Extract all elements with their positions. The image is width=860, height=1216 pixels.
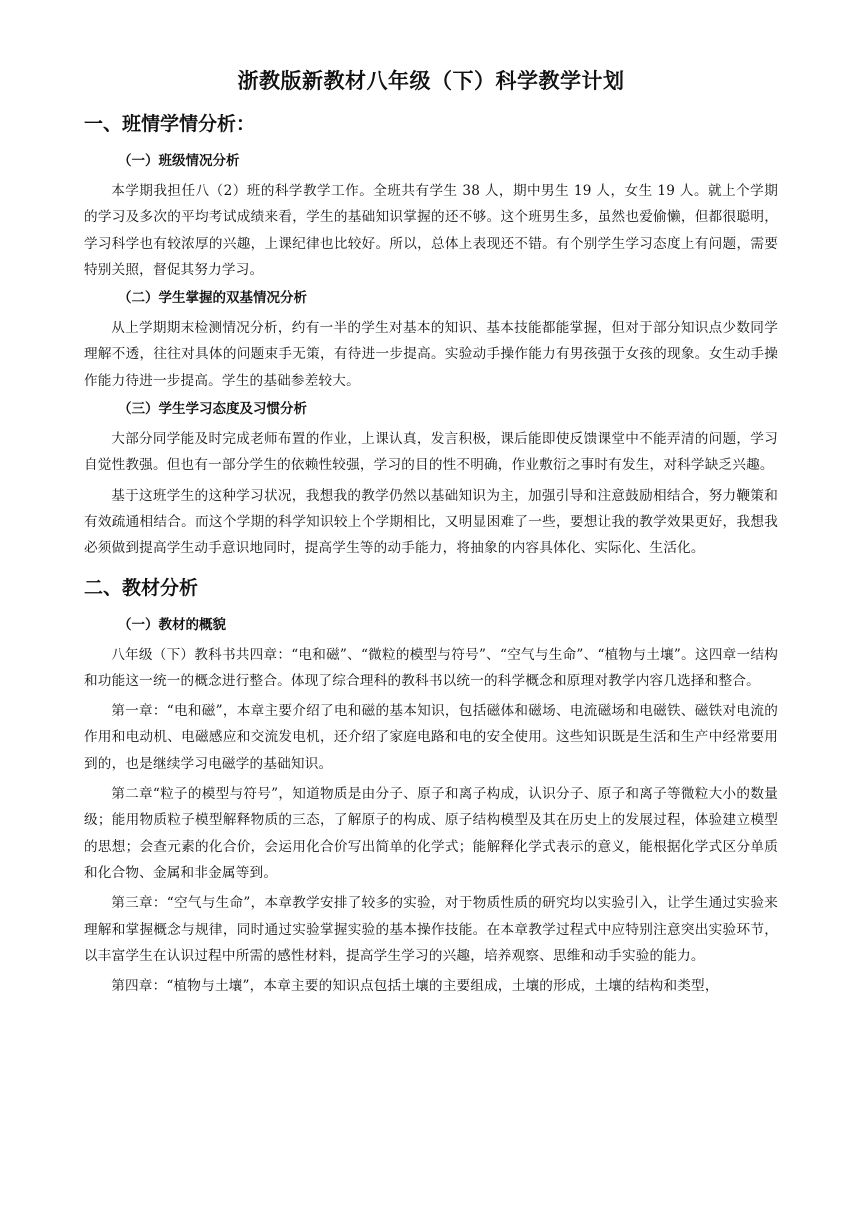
section-heading-1: 一、班情学情分析： xyxy=(84,113,256,135)
subsection-heading-1-3: （三）学生学习态度及习惯分析 xyxy=(118,401,307,418)
paragraph: 基于这班学生的这种学习状况，我想我的教学仍然以基础知识为主，加强引导和注意鼓励相结合，努力鞭策和有效疏通相结合。而这个学期的科学知识较上个学期相比，又明显困难了一些，要想让我的教学效果更好，我想我必须做到提高学生动手意识地同时，提高学生等的动手能力，将抽象的内容具体化、实际化、生活化。 xyxy=(84,487,778,557)
paragraph: 第四章：“植物与土壤”，本章主要的知识点包括土壤的主要组成，土壤的形成，土壤的结构和类型， xyxy=(111,978,719,995)
document-title: 浙教版新教材八年级（下）科学教学计划 xyxy=(237,69,625,93)
paragraph: 第三章：“空气与生命”，本章教学安排了较多的实验，对于物质性质的研究均以实验引入，让学生通过实验来理解和掌握概念与规律，同时通过实验掌握实验的基本操作技能。在本章教学过程式中应特别注意突出实验环节，以丰富学生在认识过程中所需的感性材料，提高学生学习的兴趣，培养观察、思维和动手实验的能力。 xyxy=(84,895,778,964)
paragraph: 八年级（下）教科书共四章：“电和磁”、“微粒的模型与符号”、“空气与生命”、“植物与土壤”。这四章一结构和功能这一统一的概念进行整合。体现了综合理科的教科书以统一的科学概念和原理对教学内容几选择和整合。 xyxy=(84,646,778,689)
section-heading-2: 二、教材分析 xyxy=(84,576,199,599)
subsection-heading-2-1: （一）教材的概貌 xyxy=(118,616,226,633)
document-page xyxy=(84,66,778,1003)
subsection-heading-1-2: （二）学生掌握的双基情况分析 xyxy=(118,290,307,307)
paragraph: 本学期我担任八（2）班的科学教学工作。全班共有学生 38 人，期中男生 19 人，女生 19 人。就上个学期的学习及多次的平均考试成绩来看，学生的基础知识掌握的还不够。这个班男生多，虽然也爱偷懒，但都很聪明，学习科学也有较浓厚的兴趣，上课纪律也比较好。所以，总体上表现还不错。有个别学生学习态度上有问题，需要特别关照，督促其努力学习。 xyxy=(84,183,778,278)
paragraph: 第二章“粒子的模型与符号”，知道物质是由分子、原子和离子构成，认识分子、原子和离子等微粒大小的数量级；能用物质粒子模型解释物质的三态，了解原子的构成、原子结构模型及其在历史上的发展过程，体验建立模型的思想；会查元素的化合价，会运用化合价写出简单的化学式；能解释化学式表示的意义，能根据化学式区分单质和化合物、金属和非金属等到。 xyxy=(84,786,778,881)
paragraph: 从上学期期末检测情况分析，约有一半的学生对基本的知识、基本技能都能掌握，但对于部分知识点少数同学理解不透，往往对具体的问题束手无策，有待进一步提高。实验动手操作能力有男孩强于女孩的现象。女生动手操作能力待进一步提高。学生的基础参差较大。 xyxy=(84,320,778,389)
subsection-heading-1-1: （一）班级情况分析 xyxy=(118,153,240,169)
paragraph: 第一章：“电和磁”，本章主要介绍了电和磁的基本知识，包括磁体和磁场、电流磁场和电磁铁、磁铁对电流的作用和电动机、电磁感应和交流发电机，还介绍了家庭电路和电的安全使用。这些知识既是生活和生产中经常要用到的，也是继续学习电磁学的基础知识。 xyxy=(84,703,778,772)
paragraph: 大部分同学能及时完成老师布置的作业，上课认真，发言积极，课后能即使反馈课堂中不能弄清的问题，学习自觉性教强。但也有一部分学生的依赖性较强，学习的目的性不明确，作业敷衍之事时有发生，对科学缺乏兴趣。 xyxy=(84,431,778,474)
